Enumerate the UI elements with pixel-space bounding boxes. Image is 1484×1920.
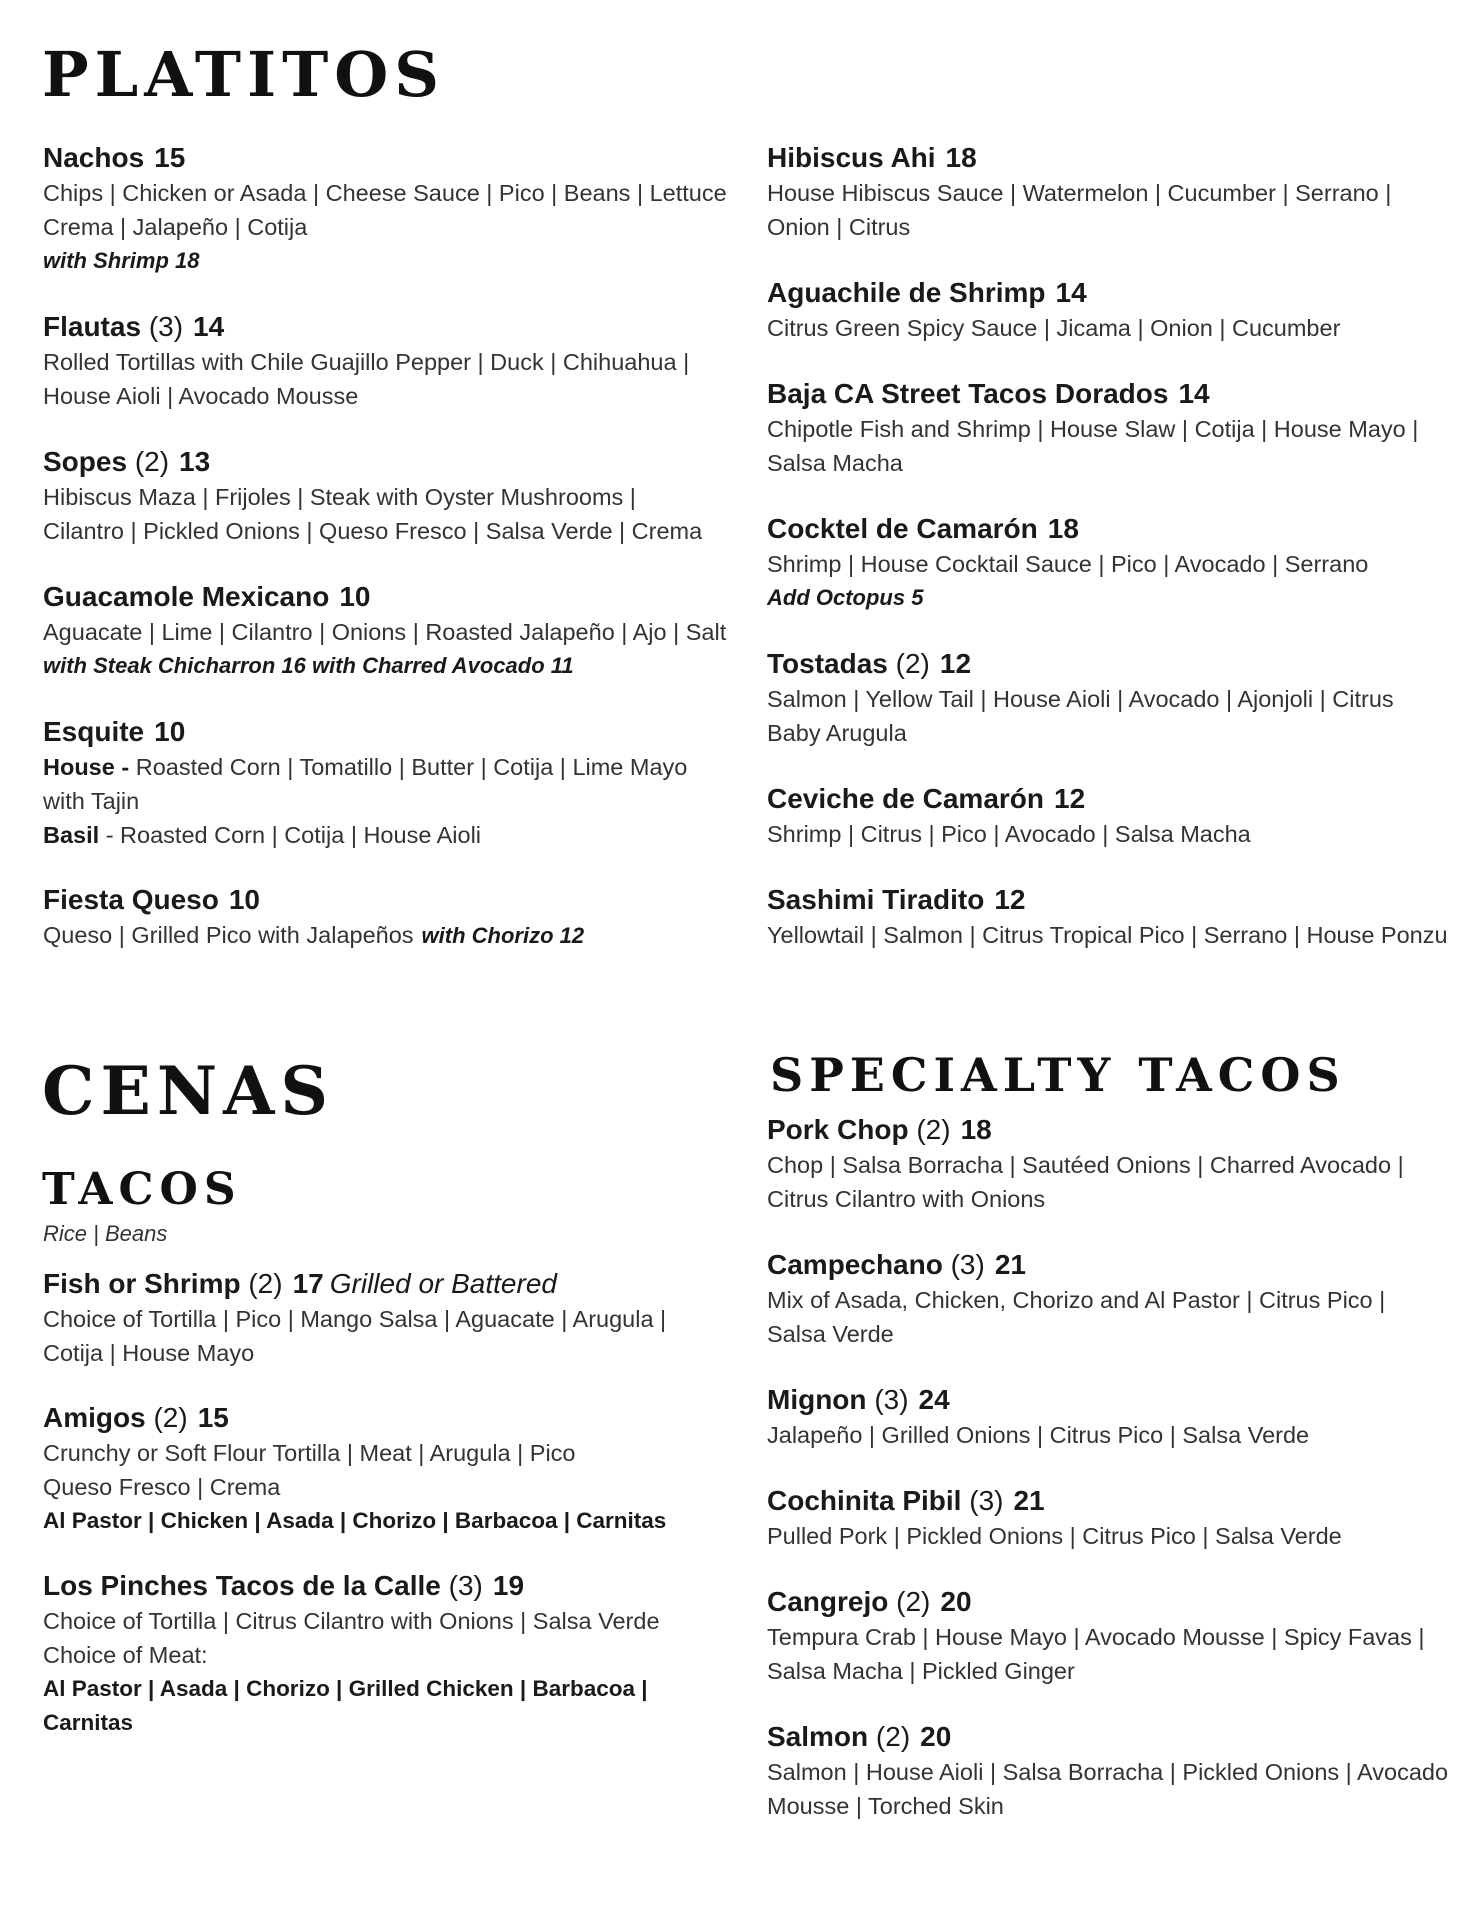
section-title-cenas: CENAS (42, 1052, 335, 1130)
item-name: Campechano (767, 1249, 943, 1280)
menu-item (43, 579, 753, 683)
item-meat-options: Al Pastor | Asada | Chorizo | Grilled Chicken | Barbacoa | (43, 1676, 648, 1701)
item-price: 19 (492, 1570, 525, 1601)
item-price: 10 (339, 581, 371, 612)
item-name: Aguachile de Shrimp (767, 277, 1046, 308)
menu-item (767, 1247, 1477, 1351)
item-name-line (43, 714, 753, 750)
item-description: Chips | Chicken or Asada | Cheese Sauce | Pico | Beans | Lettuce (43, 180, 727, 206)
item-addon: with Steak Chicharron 16 with Charred Avocado 11 (43, 653, 574, 678)
item-description-text: Queso | Grilled Pico with Jalapeños (43, 922, 414, 948)
item-description: Cilantro | Pickled Onions | Queso Fresco | Salsa Verde | Crema (43, 518, 703, 544)
item-price: 20 (920, 1721, 952, 1752)
item-addon: with Shrimp 18 (43, 248, 200, 273)
item-description: Queso Fresco | Crema (43, 1474, 281, 1500)
item-name: Cochinita Pibil (767, 1485, 962, 1516)
item-addon: with Chorizo 12 (421, 923, 585, 948)
item-description: Chop | Salsa Borracha | Sautéed Onions | Charred Avocado | (767, 1152, 1404, 1178)
item-description: Tempura Crab | House Mayo | Avocado Mousse | Spicy Favas | (767, 1624, 1425, 1650)
item-name-line (43, 882, 753, 918)
item-description: Chipotle Fish and Shrimp | House Slaw | Cotija | House Mayo | (767, 416, 1419, 442)
item-name: Los Pinches Tacos de la Calle (43, 1570, 441, 1601)
section-title-tacos: TACOS (42, 1164, 242, 1215)
menu-item (43, 140, 753, 278)
item-description: Mousse | Torched Skin (767, 1793, 1004, 1819)
item-name: Salmon (767, 1721, 869, 1752)
item-name-line (767, 781, 1477, 817)
item-description: Citrus Cilantro with Onions (767, 1186, 1046, 1212)
item-note: Grilled or Battered (329, 1268, 557, 1299)
menu-item (767, 275, 1477, 345)
menu-item (767, 1382, 1477, 1452)
item-quantity: (2) (134, 446, 170, 477)
item-quantity: (3) (950, 1249, 985, 1280)
item-quantity: (2) (875, 1721, 911, 1752)
item-price: 12 (939, 648, 972, 679)
item-description: Onion | Citrus (767, 214, 911, 240)
item-price: 15 (197, 1402, 229, 1433)
item-description: Salmon | Yellow Tail | House Aioli | Avocado | Ajonjoli | Citrus (767, 686, 1394, 712)
item-description: Crunchy or Soft Flour Tortilla | Meat | Arugula | Pico (43, 1440, 576, 1466)
item-price: 14 (1055, 277, 1087, 308)
menu-item (43, 1568, 753, 1740)
item-quantity: (2) (916, 1114, 951, 1145)
item-addon: Add Octopus 5 (767, 585, 924, 610)
menu-item (43, 1266, 753, 1370)
item-name: Tostadas (767, 648, 888, 679)
item-price: 18 (960, 1114, 992, 1145)
variant-label: Basil (43, 822, 100, 848)
item-name-line (767, 511, 1477, 547)
item-description: Salmon | House Aioli | Salsa Borracha | Pickled Onions | Avocado (767, 1759, 1449, 1785)
item-description: House Hibiscus Sauce | Watermelon | Cucumber | Serrano | (767, 180, 1392, 206)
item-name-line (43, 579, 753, 615)
item-description: Baby Arugula (767, 720, 907, 746)
item-description: Salsa Verde (767, 1321, 894, 1347)
item-description: Cotija | House Mayo (43, 1340, 255, 1366)
menu-item (767, 1483, 1477, 1553)
menu-item (767, 1584, 1477, 1688)
item-quantity: (3) (148, 311, 184, 342)
item-price: 24 (918, 1384, 950, 1415)
item-price: 15 (154, 142, 186, 173)
item-name-line (43, 1266, 753, 1302)
item-quantity: (3) (874, 1384, 909, 1415)
item-description: Hibiscus Maza | Frijoles | Steak with Oyster Mushrooms | (43, 484, 636, 510)
item-name-line (767, 646, 1477, 682)
menu-item (767, 1719, 1477, 1823)
item-price: 10 (154, 716, 186, 747)
item-price: 18 (945, 142, 977, 173)
item-name: Sopes (43, 446, 128, 477)
item-name: Ceviche de Camarón (767, 783, 1044, 814)
menu-item (767, 511, 1477, 615)
item-name-line (767, 1483, 1477, 1519)
menu-item (43, 1400, 753, 1538)
item-name: Mignon (767, 1384, 867, 1415)
item-name-line (767, 140, 1477, 176)
item-quantity: (3) (448, 1570, 483, 1601)
item-name: Cocktel de Camarón (767, 513, 1038, 544)
item-name-line (767, 882, 1477, 918)
item-description: Shrimp | House Cocktail Sauce | Pico | Avocado | Serrano (767, 551, 1369, 577)
menu-item (767, 1112, 1477, 1216)
item-name: Cangrejo (767, 1586, 889, 1617)
item-name-line (767, 1719, 1477, 1755)
item-description: Shrimp | Citrus | Pico | Avocado | Salsa Macha (767, 821, 1251, 847)
menu-item (43, 444, 753, 548)
item-name: Esquite (43, 716, 145, 747)
item-price: 13 (179, 446, 211, 477)
item-name-line (43, 444, 753, 480)
item-name: Pork Chop (767, 1114, 909, 1145)
item-description: Choice of Tortilla | Pico | Mango Salsa | Aguacate | Arugula | (43, 1306, 667, 1332)
item-name-line (43, 1400, 753, 1436)
menu-item (43, 309, 753, 413)
item-name-line (767, 1584, 1477, 1620)
variant-description: Roasted Corn | Tomatillo | Butter | Cotija | Lime Mayo (129, 754, 688, 780)
item-name-line (767, 1247, 1477, 1283)
item-variant-basil (43, 818, 753, 852)
item-name-line (767, 1112, 1477, 1148)
item-description (43, 918, 753, 953)
item-description: Choice of Tortilla | Citrus Cilantro with Onions | Salsa Verde (43, 1608, 660, 1634)
item-quantity: (3) (969, 1485, 1004, 1516)
item-price: 14 (1178, 378, 1210, 409)
item-price: 17 (292, 1268, 324, 1299)
variant-description: - Roasted Corn | Cotija | House Aioli (99, 822, 482, 848)
item-price: 10 (228, 884, 260, 915)
item-name-line (767, 376, 1477, 412)
item-price: 20 (940, 1586, 972, 1617)
item-name-line (43, 140, 753, 176)
item-description: Rolled Tortillas with Chile Guajillo Pepper | Duck | Chihuahua | (43, 349, 690, 375)
item-description: Citrus Green Spicy Sauce | Jicama | Onion | Cucumber (767, 315, 1341, 341)
item-name: Nachos (43, 142, 145, 173)
menu-item (43, 882, 753, 953)
item-name-line (767, 1382, 1477, 1418)
item-quantity: (2) (895, 648, 930, 679)
item-name-line (43, 309, 753, 345)
item-meat-options: Carnitas (43, 1710, 134, 1735)
item-description: Salsa Macha (767, 450, 903, 476)
item-quantity: (2) (248, 1268, 283, 1299)
menu-item (43, 714, 753, 852)
item-description: Salsa Macha | Pickled Ginger (767, 1658, 1075, 1684)
section-title-specialty-tacos: SPECIALTY TACOS (770, 1048, 1346, 1102)
item-name: Sashimi Tiradito (767, 884, 985, 915)
item-price: 18 (1047, 513, 1079, 544)
menu-item (767, 882, 1477, 952)
item-description: Choice of Meat: (43, 1642, 208, 1668)
item-price: 21 (994, 1249, 1026, 1280)
item-name: Baja CA Street Tacos Dorados (767, 378, 1169, 409)
item-description: Jalapeño | Grilled Onions | Citrus Pico | Salsa Verde (767, 1422, 1310, 1448)
item-price: 21 (1013, 1485, 1045, 1516)
item-description: House Aioli | Avocado Mousse (43, 383, 359, 409)
menu-item (767, 376, 1477, 480)
menu-item (767, 646, 1477, 750)
item-price: 14 (193, 311, 225, 342)
item-name: Hibiscus Ahi (767, 142, 936, 173)
item-name: Flautas (43, 311, 142, 342)
item-name: Guacamole Mexicano (43, 581, 330, 612)
item-description: Pulled Pork | Pickled Onions | Citrus Pico | Salsa Verde (767, 1523, 1342, 1549)
item-name: Amigos (43, 1402, 146, 1433)
tacos-sides-note: Rice | Beans (43, 1221, 168, 1246)
menu-item (767, 140, 1477, 244)
item-price: 12 (1054, 783, 1086, 814)
item-description: Crema | Jalapeño | Cotija (43, 214, 308, 240)
item-description: with Tajin (43, 788, 140, 814)
item-variant-house (43, 750, 753, 784)
item-price: 12 (994, 884, 1026, 915)
item-quantity: (2) (896, 1586, 931, 1617)
section-title-platitos: PLATITOS (42, 38, 445, 111)
item-name: Fish or Shrimp (43, 1268, 241, 1299)
item-description: Mix of Asada, Chicken, Chorizo and Al Pastor | Citrus Pico | (767, 1287, 1386, 1313)
item-meat-options: Al Pastor | Chicken | Asada | Chorizo | Barbacoa | Carnitas (43, 1508, 667, 1533)
item-name-line (43, 1568, 753, 1604)
item-name: Fiesta Queso (43, 884, 219, 915)
menu-item (767, 781, 1477, 851)
item-quantity: (2) (153, 1402, 188, 1433)
item-description: Yellowtail | Salmon | Citrus Tropical Pico | Serrano | House Ponzu (767, 922, 1448, 948)
variant-label: House - (43, 754, 130, 780)
item-description: Aguacate | Lime | Cilantro | Onions | Roasted Jalapeño | Ajo | Salt (43, 619, 727, 645)
item-name-line (767, 275, 1477, 311)
